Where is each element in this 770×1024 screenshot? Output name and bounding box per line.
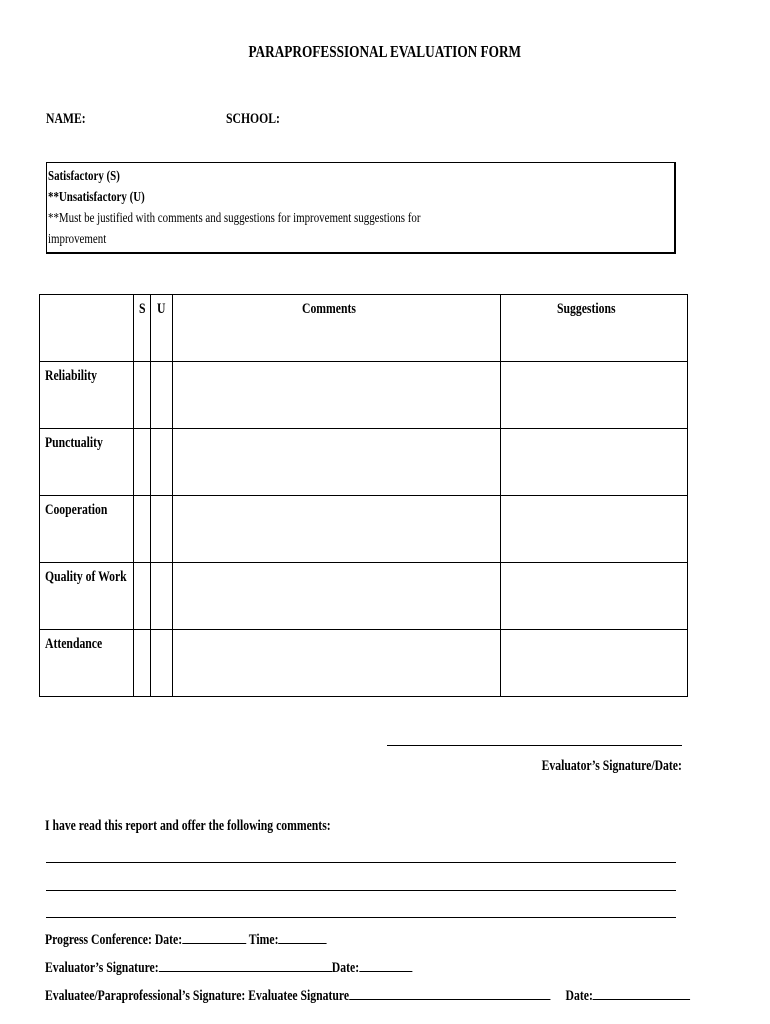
evaluation-table [39,294,688,697]
u-checkbox-cell[interactable] [151,429,173,496]
legend-note-cont: improvement [48,232,107,247]
s-checkbox-cell[interactable] [134,429,151,496]
legend-satisfactory: Satisfactory (S) [48,169,120,184]
s-checkbox-cell[interactable] [134,630,151,697]
criterion-attendance: Attendance [40,630,134,697]
form-title: PARAPROFESSIONAL EVALUATION FORM [248,42,522,61]
u-checkbox-cell[interactable] [151,630,173,697]
comment-line[interactable] [46,862,676,863]
header-s: S [134,295,151,362]
comments-cell[interactable] [173,630,501,697]
header-blank-cell [40,295,134,362]
evaluator-signature-row [45,957,516,977]
suggestions-cell[interactable] [501,563,688,630]
s-checkbox-cell[interactable] [134,496,151,563]
conference-time-label: Time: [248,932,279,948]
criterion-reliability: Reliability [40,362,134,429]
header-suggestions: Suggestions [501,295,688,362]
evaluatee-signature-label: Evaluatee/Paraprofessional’s Signature: Evaluatee Signature [45,988,350,1004]
acknowledgment-statement: I have read this report and offer the following comments: [45,818,331,834]
legend-unsatisfactory: **Unsatisfactory (U) [48,190,145,205]
legend-note: **Must be justified with comments and suggestions for improvement suggestions for [48,211,421,226]
s-checkbox-cell[interactable] [134,563,151,630]
evaluatee-signature-blank[interactable] [349,985,550,1000]
table-row [40,630,688,697]
s-checkbox-cell[interactable] [134,362,151,429]
comment-line[interactable] [46,917,676,918]
suggestions-cell[interactable] [501,496,688,563]
header-row [40,295,688,362]
comment-line[interactable] [46,890,676,891]
u-checkbox-cell[interactable] [151,563,173,630]
criterion-punctuality: Punctuality [40,429,134,496]
evaluator-signature-blank[interactable] [159,957,332,972]
suggestions-cell[interactable] [501,429,688,496]
evaluator-date-label: Date: [331,960,360,976]
header-u: U [151,295,173,362]
evaluatee-date-blank[interactable] [593,985,691,1000]
header-comments: Comments [173,295,501,362]
evaluatee-signature-row [45,985,770,1005]
evaluator-signature-caption: Evaluator’s Signature/Date: [541,758,682,774]
name-label: NAME: [46,111,86,127]
progress-conference-row [45,929,406,949]
table-row [40,563,688,630]
comments-cell[interactable] [173,496,501,563]
suggestions-cell[interactable] [501,630,688,697]
table-row [40,429,688,496]
evaluator-signature-label: Evaluator’s Signature: [45,960,159,976]
evaluator-signature-line[interactable] [387,745,682,746]
school-label: SCHOOL: [226,111,280,127]
conference-time-blank[interactable] [278,929,326,944]
comments-cell[interactable] [173,429,501,496]
comments-cell[interactable] [173,362,501,429]
rating-legend-box [46,162,676,254]
table-row [40,496,688,563]
u-checkbox-cell[interactable] [151,362,173,429]
criterion-cooperation: Cooperation [40,496,134,563]
suggestions-cell[interactable] [501,362,688,429]
evaluator-date-blank[interactable] [359,957,412,972]
evaluatee-date-label: Date: [565,988,593,1004]
u-checkbox-cell[interactable] [151,496,173,563]
conference-date-blank[interactable] [182,929,246,944]
table-row [40,362,688,429]
conference-date-label: Progress Conference: Date: [45,932,183,948]
comments-cell[interactable] [173,563,501,630]
criterion-quality-of-work: Quality of Work [40,563,134,630]
